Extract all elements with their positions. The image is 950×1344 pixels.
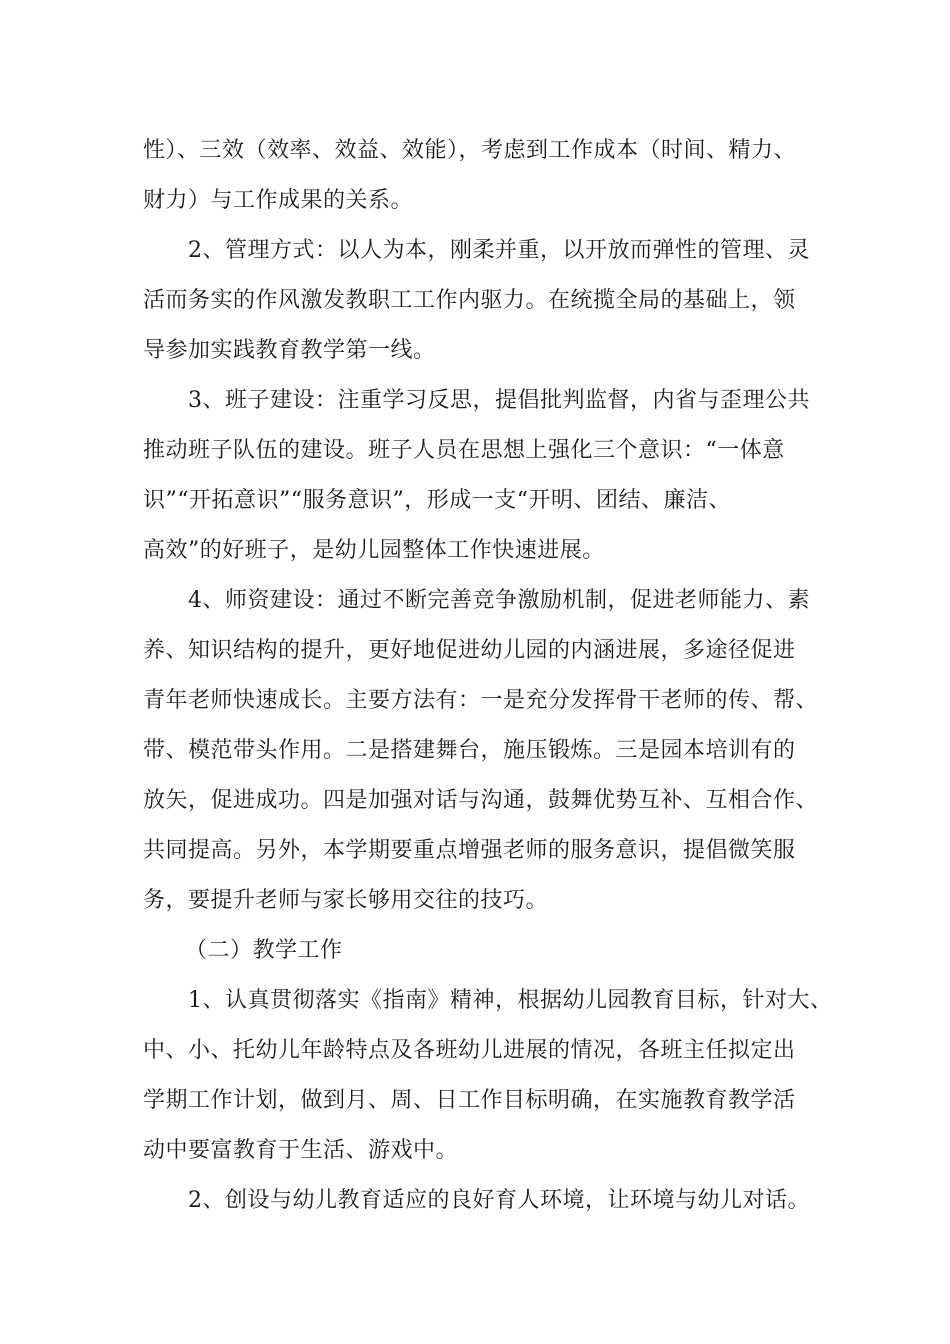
section-heading: （二）教学工作 <box>185 938 343 963</box>
paragraph-start-line: 2、管理方式：以人为本，刚柔并重，以开放而弹性的管理、灵 <box>188 238 810 263</box>
text-line: 动中要富教育于生活、游戏中。 <box>143 1138 459 1163</box>
text-line: 共同提高。另外，本学期要重点增强老师的服务意识，提倡微笑服 <box>143 838 796 863</box>
text-line: 性）、三效（效率、效益、效能），考虑到工作成本（时间、精力、 <box>143 138 797 163</box>
text-line: 推动班子队伍的建设。班子人员在思想上强化三个意识：“一体意 <box>143 438 785 463</box>
text-line: 导参加实践教育教学第一线。 <box>143 338 436 363</box>
text-line: 中、小、托幼儿年龄特点及各班幼儿进展的情况，各班主任拟定出 <box>143 1038 796 1063</box>
text-line: 养、知识结构的提升，更好地促进幼儿园的内涵进展，多途径促进 <box>143 638 796 663</box>
paragraph-start-line: 1、认真贯彻落实《指南》精神，根据幼儿园教育目标，针对大、 <box>188 988 833 1013</box>
text-line: 务，要提升老师与家长够用交往的技巧。 <box>143 888 549 913</box>
paragraph-start-line: 3、班子建设：注重学习反思，提倡批判监督，内省与歪理公共 <box>188 388 810 413</box>
text-line: 放矢，促进成功。四是加强对话与沟通，鼓舞优势互补、互相合作、 <box>143 788 819 813</box>
text-line: 财力）与工作成果的关系。 <box>143 188 414 213</box>
text-line: 带、模范带头作用。二是搭建舞台，施压锻炼。三是园本培训有的 <box>143 738 796 763</box>
text-line: 识”“开拓意识”“服务意识”，形成一支“开明、团结、廉洁、 <box>143 488 731 513</box>
text-line: 活而务实的作风激发教职工工作内驱力。在统揽全局的基础上，领 <box>143 288 796 313</box>
text-line: 高效”的好班子，是幼儿园整体工作快速进展。 <box>143 538 605 563</box>
text-line: 学期工作计划，做到月、周、日工作目标明确，在实施教育教学活 <box>143 1088 796 1113</box>
paragraph-start-line: 4、师资建设：通过不断完善竞争激励机制，促进老师能力、素 <box>188 588 810 613</box>
paragraph-start-line: 2、创设与幼儿教育适应的良好育人环境，让环境与幼儿对话。 <box>188 1188 810 1213</box>
text-line: 青年老师快速成长。主要方法有：一是充分发挥骨干老师的传、帮、 <box>143 688 819 713</box>
